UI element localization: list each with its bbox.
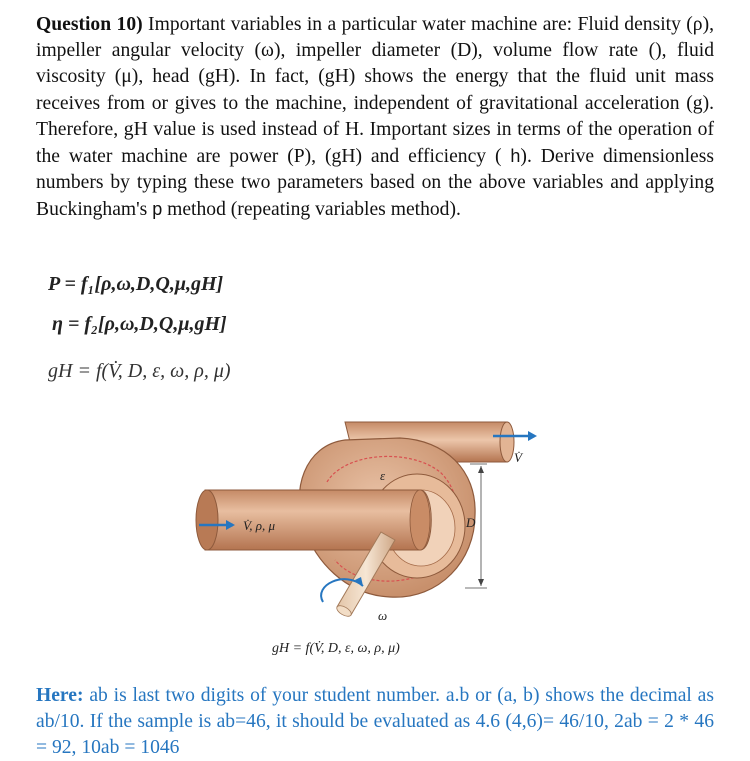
pi-symbol: p — [152, 199, 163, 220]
question-text-1: Important variables in a particular water machine are: Fluid density (ρ), impeller angular velocity (ω), impeller diameter (D), volume flow rate (), fluid viscosity (μ), head (gH). In fact, (gH) shows the energy that the fluid unit mass receives from or gives to the machine, independent of gravitational acceleration (g). Therefore, gH value is used instead of H. Important sizes in terms of the operation of the water machine are power (P), (gH) and efficiency ( — [36, 14, 715, 168]
here-text: ab is last two digits of your student number. a.b or (a, b) shows the decimal as ab/10. If the sample is ab=46, it should be evaluated as 4.6 (4,6)= 46/10, 2ab = 2 * 46 = 92, 10ab = 1046 — [36, 685, 714, 758]
omega-label: ω — [378, 608, 388, 623]
here-label: Here: — [36, 685, 84, 706]
inlet-label: V̇, ρ, μ — [243, 518, 276, 533]
inlet-pipe-end — [196, 490, 218, 550]
epsilon-label: ε — [380, 468, 386, 483]
figure-caption: gH = f(V̇, D, ε, ω, ρ, μ) — [272, 641, 400, 656]
question-paragraph — [36, 12, 714, 224]
question-text-2: ). Derive dimensionless numbers by typing these two parameters based on the above variables and applying Buckingham's — [36, 146, 714, 221]
eta-symbol: h — [510, 146, 521, 167]
diameter-label: D — [466, 515, 476, 530]
question-text-3: method (repeating variables method). — [162, 199, 461, 221]
equation-efficiency: η = f₂[ρ,ω,D,Q,μ,gH] — [52, 313, 227, 335]
here-paragraph — [36, 683, 714, 761]
equation-head: gH = f(V̇, D, ε, ω, ρ, μ) — [48, 360, 231, 382]
equation-power: P = f₁[ρ,ω,D,Q,μ,gH] — [48, 273, 224, 295]
outlet-pipe-end — [500, 422, 514, 462]
outlet-label: V̇ — [514, 450, 522, 465]
inlet-pipe — [205, 490, 431, 550]
pump-figure — [195, 410, 555, 670]
question-label: Question 10) — [36, 14, 143, 35]
